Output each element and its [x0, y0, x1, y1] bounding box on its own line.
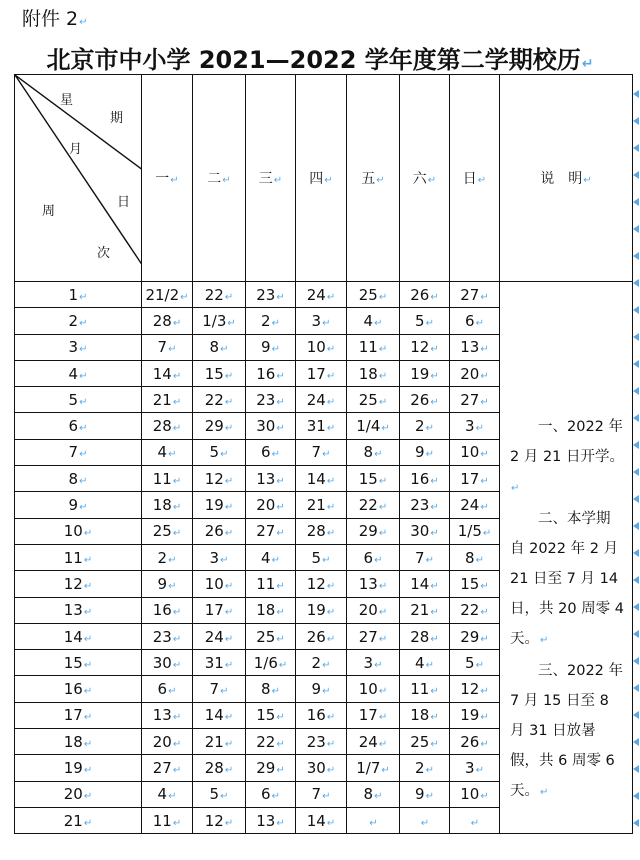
- week-number-cell: 6↵: [15, 413, 142, 439]
- week-number-cell: 19↵: [15, 755, 142, 781]
- corner-label-yue: 月: [69, 142, 83, 157]
- date-cell: 4↵: [246, 544, 296, 570]
- date-cell: 8↵: [347, 439, 400, 465]
- date-cell: 2↵: [142, 544, 193, 570]
- date-cell: 13↵: [246, 807, 296, 833]
- date-cell: 11↵: [400, 676, 450, 702]
- date-cell: 11↵: [347, 334, 400, 360]
- date-cell: 16↵: [142, 597, 193, 623]
- date-cell: 9↵: [296, 676, 347, 702]
- week-number-cell: 11↵: [15, 544, 142, 570]
- corner-label-ci: 次: [97, 246, 111, 261]
- date-cell: 23↵: [246, 282, 296, 308]
- date-cell: 10↵: [347, 676, 400, 702]
- date-cell: 24↵: [296, 282, 347, 308]
- date-cell: 19↵: [296, 597, 347, 623]
- notes-header: 说 明↵: [500, 75, 633, 282]
- week-number-cell: 3↵: [15, 334, 142, 360]
- date-cell: 10↵: [450, 439, 500, 465]
- date-cell: 29↵: [246, 755, 296, 781]
- date-cell: 9↵: [400, 781, 450, 807]
- date-cell: 12↵: [450, 676, 500, 702]
- date-cell: 27↵: [347, 623, 400, 649]
- date-cell: 6↵: [347, 544, 400, 570]
- date-cell: 13↵: [142, 702, 193, 728]
- date-cell: 16↵: [296, 702, 347, 728]
- margin-mark-icon: [633, 819, 639, 827]
- date-cell: 3↵: [347, 650, 400, 676]
- date-cell: 26↵: [400, 282, 450, 308]
- day-header-fri: 五↵: [347, 75, 400, 282]
- date-cell: 29↵: [193, 413, 246, 439]
- date-cell: 2↵: [400, 755, 450, 781]
- date-cell: 18↵: [400, 702, 450, 728]
- date-cell: 7↵: [400, 544, 450, 570]
- day-header-wed: 三↵: [246, 75, 296, 282]
- date-cell: 17↵: [193, 597, 246, 623]
- date-cell: 1/4↵: [347, 413, 400, 439]
- date-cell: 20↵: [142, 729, 193, 755]
- date-cell: 6↵: [450, 308, 500, 334]
- date-cell: 8↵: [193, 334, 246, 360]
- margin-mark-icon: [633, 441, 639, 449]
- week-number-cell: 9↵: [15, 492, 142, 518]
- date-cell: 23↵: [142, 623, 193, 649]
- margin-mark-icon: [633, 738, 639, 746]
- week-number-cell: 15↵: [15, 650, 142, 676]
- corner-label-qi: 期: [110, 111, 124, 126]
- date-cell: 6↵: [142, 676, 193, 702]
- date-cell: 14↵: [296, 466, 347, 492]
- week-number-cell: 13↵: [15, 597, 142, 623]
- week-number-cell: 5↵: [15, 387, 142, 413]
- date-cell: 7↵: [296, 439, 347, 465]
- margin-mark-icon: [633, 576, 639, 584]
- date-cell: 15↵: [193, 360, 246, 386]
- margin-mark-icon: [633, 657, 639, 665]
- date-cell: 20↵: [347, 597, 400, 623]
- date-cell: 10↵: [193, 571, 246, 597]
- date-cell: 18↵: [347, 360, 400, 386]
- date-cell: 21↵: [400, 597, 450, 623]
- margin-mark-icon: [633, 711, 639, 719]
- margin-mark-icon: [633, 495, 639, 503]
- date-cell: 2↵: [246, 308, 296, 334]
- date-cell: 2↵: [296, 650, 347, 676]
- paragraph-mark-icon: ↵: [581, 56, 594, 72]
- margin-mark-icon: [633, 198, 639, 206]
- day-header-thu: 四↵: [296, 75, 347, 282]
- date-cell: 14↵: [193, 702, 246, 728]
- date-cell: 14↵: [142, 360, 193, 386]
- date-cell: 23↵: [296, 729, 347, 755]
- week-number-cell: 8↵: [15, 466, 142, 492]
- table-row: [15, 282, 633, 308]
- margin-mark-icon: [633, 765, 639, 773]
- date-cell: 21/2↵: [142, 282, 193, 308]
- date-cell: 3↵: [450, 755, 500, 781]
- date-cell: 5↵: [400, 308, 450, 334]
- day-header-sun: 日↵: [450, 75, 500, 282]
- date-cell: 10↵: [450, 781, 500, 807]
- date-cell: 4↵: [142, 781, 193, 807]
- date-cell: 4↵: [400, 650, 450, 676]
- date-cell: 17↵: [347, 702, 400, 728]
- date-cell: 12↵: [193, 807, 246, 833]
- date-cell: 28↵: [193, 755, 246, 781]
- date-cell: 22↵: [450, 597, 500, 623]
- date-cell: 17↵: [296, 360, 347, 386]
- date-cell: ↵: [450, 807, 500, 833]
- date-cell: 27↵: [450, 387, 500, 413]
- date-cell: 22↵: [193, 387, 246, 413]
- week-number-cell: 14↵: [15, 623, 142, 649]
- date-cell: 30↵: [142, 650, 193, 676]
- date-cell: 29↵: [450, 623, 500, 649]
- date-cell: 13↵: [246, 466, 296, 492]
- corner-label-ri: 日: [117, 195, 131, 210]
- corner-label-zhou: 周: [42, 204, 56, 219]
- date-cell: 3↵: [193, 544, 246, 570]
- paragraph-mark-icon: ↵: [79, 17, 88, 28]
- margin-mark-icon: [633, 468, 639, 476]
- date-cell: 26↵: [450, 729, 500, 755]
- date-cell: 3↵: [450, 413, 500, 439]
- day-header-sat: 六↵: [400, 75, 450, 282]
- notes-cell: [500, 282, 633, 834]
- date-cell: 11↵: [142, 807, 193, 833]
- date-cell: 15↵: [246, 702, 296, 728]
- date-cell: 14↵: [296, 807, 347, 833]
- margin-mark-icon: [633, 387, 639, 395]
- date-cell: 30↵: [246, 413, 296, 439]
- date-cell: 1/7↵: [347, 755, 400, 781]
- week-number-cell: 20↵: [15, 781, 142, 807]
- date-cell: 26↵: [193, 518, 246, 544]
- date-cell: 31↵: [193, 650, 246, 676]
- date-cell: 26↵: [296, 623, 347, 649]
- corner-label-xing: 星: [60, 93, 74, 108]
- week-number-cell: 12↵: [15, 571, 142, 597]
- date-cell: 12↵: [296, 571, 347, 597]
- calendar-table: [14, 74, 633, 834]
- date-cell: 23↵: [246, 387, 296, 413]
- week-number-cell: 2↵: [15, 308, 142, 334]
- date-cell: 10↵: [296, 334, 347, 360]
- week-number-cell: 21↵: [15, 807, 142, 833]
- margin-mark-icon: [633, 360, 639, 368]
- week-number-cell: 7↵: [15, 439, 142, 465]
- date-cell: 4↵: [142, 439, 193, 465]
- margin-mark-icon: [633, 522, 639, 530]
- margin-mark-icon: [633, 306, 639, 314]
- date-cell: 19↵: [193, 492, 246, 518]
- margin-mark-icon: [633, 549, 639, 557]
- margin-mark-icon: [633, 792, 639, 800]
- date-cell: 9↵: [142, 571, 193, 597]
- date-cell: 11↵: [142, 466, 193, 492]
- date-cell: 27↵: [142, 755, 193, 781]
- note-item: 一、2022 年 2 月 21 日开学。↵: [510, 419, 625, 494]
- week-number-cell: 17↵: [15, 702, 142, 728]
- date-cell: 19↵: [450, 702, 500, 728]
- date-cell: 28↵: [142, 308, 193, 334]
- margin-mark-icon: [633, 171, 639, 179]
- margin-mark-icon: [633, 684, 639, 692]
- date-cell: 3↵: [296, 308, 347, 334]
- margin-mark-icon: [633, 144, 639, 152]
- date-cell: 30↵: [296, 755, 347, 781]
- date-cell: 8↵: [450, 544, 500, 570]
- date-cell: 29↵: [347, 518, 400, 544]
- date-cell: 18↵: [246, 597, 296, 623]
- date-cell: 20↵: [246, 492, 296, 518]
- date-cell: 9↵: [400, 439, 450, 465]
- date-cell: 30↵: [400, 518, 450, 544]
- date-cell: 7↵: [193, 676, 246, 702]
- margin-mark-icon: [633, 252, 639, 260]
- date-cell: 8↵: [347, 781, 400, 807]
- date-cell: 24↵: [193, 623, 246, 649]
- date-cell: 22↵: [347, 492, 400, 518]
- date-cell: 14↵: [400, 571, 450, 597]
- date-cell: 27↵: [246, 518, 296, 544]
- date-cell: 22↵: [193, 282, 246, 308]
- date-cell: 1/3↵: [193, 308, 246, 334]
- day-header-mon: 一↵: [142, 75, 193, 282]
- page-title: 北京市中小学 2021—2022 学年度第二学期校历↵: [46, 46, 594, 74]
- margin-mark-icon: [633, 90, 639, 98]
- margin-mark-icon: [633, 603, 639, 611]
- date-cell: 12↵: [400, 334, 450, 360]
- date-cell: 7↵: [296, 781, 347, 807]
- date-cell: 17↵: [450, 466, 500, 492]
- margin-mark-icon: [633, 117, 639, 125]
- date-cell: 4↵: [347, 308, 400, 334]
- day-header-tue: 二↵: [193, 75, 246, 282]
- header-row: [15, 75, 633, 282]
- date-cell: 2↵: [400, 413, 450, 439]
- date-cell: 5↵: [193, 439, 246, 465]
- diagonal-lines: [15, 75, 142, 281]
- margin-mark-icon: [633, 225, 639, 233]
- note-item: 二、本学期自 2022 年 2 月 21 日至 7 月 14 日，共 20 周零 4 天。↵: [510, 511, 625, 647]
- date-cell: 21↵: [193, 729, 246, 755]
- date-cell: 16↵: [400, 466, 450, 492]
- date-cell: 25↵: [246, 623, 296, 649]
- date-cell: 25↵: [142, 518, 193, 544]
- date-cell: 25↵: [400, 729, 450, 755]
- week-number-cell: 10↵: [15, 518, 142, 544]
- date-cell: 5↵: [193, 781, 246, 807]
- date-cell: 16↵: [246, 360, 296, 386]
- margin-mark-icon: [633, 630, 639, 638]
- date-cell: 5↵: [296, 544, 347, 570]
- date-cell: 5↵: [450, 650, 500, 676]
- week-number-cell: 1↵: [15, 282, 142, 308]
- date-cell: 18↵: [142, 492, 193, 518]
- date-cell: 13↵: [450, 334, 500, 360]
- attachment-label: 附件 2↵: [22, 8, 88, 30]
- date-cell: ↵: [400, 807, 450, 833]
- week-number-cell: 18↵: [15, 729, 142, 755]
- date-cell: 28↵: [400, 623, 450, 649]
- date-cell: 22↵: [246, 729, 296, 755]
- date-cell: 21↵: [296, 492, 347, 518]
- date-cell: 6↵: [246, 439, 296, 465]
- date-cell: 24↵: [347, 729, 400, 755]
- date-cell: 20↵: [450, 360, 500, 386]
- diagonal-header-cell: [15, 75, 142, 282]
- margin-mark-icon: [633, 279, 639, 287]
- date-cell: 9↵: [246, 334, 296, 360]
- date-cell: 19↵: [400, 360, 450, 386]
- date-cell: 24↵: [450, 492, 500, 518]
- date-cell: 12↵: [193, 466, 246, 492]
- date-cell: 23↵: [400, 492, 450, 518]
- date-cell: 25↵: [347, 387, 400, 413]
- date-cell: 31↵: [296, 413, 347, 439]
- date-cell: 1/5↵: [450, 518, 500, 544]
- date-cell: 8↵: [246, 676, 296, 702]
- date-cell: 28↵: [142, 413, 193, 439]
- date-cell: 15↵: [450, 571, 500, 597]
- date-cell: 27↵: [450, 282, 500, 308]
- date-cell: 21↵: [142, 387, 193, 413]
- week-number-cell: 16↵: [15, 676, 142, 702]
- note-item: 三、2022 年 7 月 15 日至 8 月 31 日放暑假，共 6 周零 6 天。↵: [510, 663, 624, 799]
- date-cell: 24↵: [296, 387, 347, 413]
- margin-mark-icon: [633, 333, 639, 341]
- date-cell: 25↵: [347, 282, 400, 308]
- margin-mark-icon: [633, 414, 639, 422]
- date-cell: 26↵: [400, 387, 450, 413]
- date-cell: 13↵: [347, 571, 400, 597]
- date-cell: 28↵: [296, 518, 347, 544]
- date-cell: 6↵: [246, 781, 296, 807]
- date-cell: 1/6↵: [246, 650, 296, 676]
- date-cell: 7↵: [142, 334, 193, 360]
- date-cell: 11↵: [246, 571, 296, 597]
- week-number-cell: 4↵: [15, 360, 142, 386]
- date-cell: ↵: [347, 807, 400, 833]
- date-cell: 15↵: [347, 466, 400, 492]
